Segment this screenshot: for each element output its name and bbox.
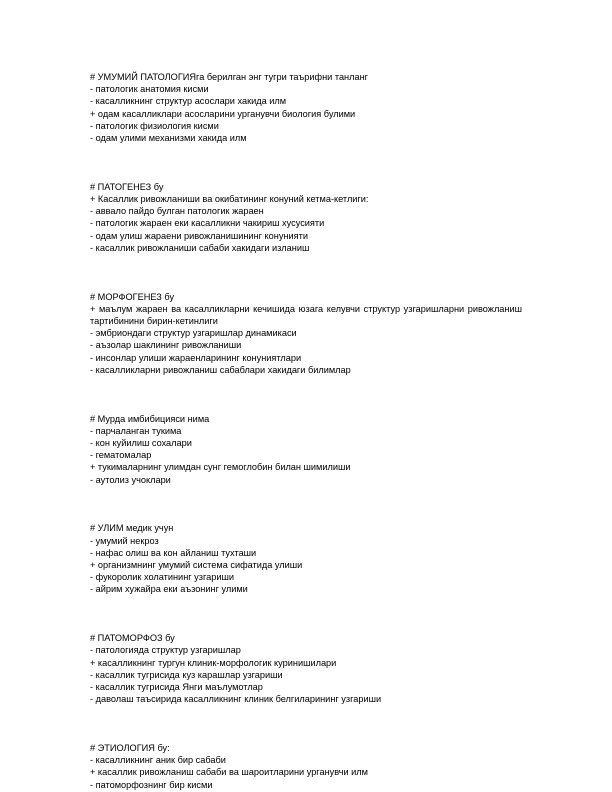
answer-option: - нафас олиш ва кон айланиш тухташи [90,547,257,558]
answer-option: - одам улиш жараени ривожланишининг конунияти [90,230,308,241]
question-title: # ПАТОМОРФОЗ бу [90,633,175,644]
question-block-3 [90,291,522,376]
answer-option: - касаллик тугрисида Янги маълумотлар [90,682,263,693]
question-title: # УМУМИЙ ПАТОЛОГИЯга берилган энг тугри таърифни танланг [90,72,369,82]
answer-option: - одам улими механизми хакида илм [90,133,247,144]
answer-option: - эмбриондаги структур узгаришлар динамикаси [90,328,297,339]
answer-option: - айрим хужайра еки аъзонинг улими [90,584,248,595]
answer-option: - патоморфознинг бир кисми [90,779,213,790]
answer-option: + тукималарнинг улимдан сунг гемоглобин билан шимилиши [90,462,351,473]
question-block-4 [90,413,522,486]
question-title: # Мурда имбибицияси нима [90,413,210,424]
answer-option: - патологик жараен еки касалликни чакириш хусусияти [90,218,325,229]
answer-option: + маълум жараен ва касалликларни кечишида юзага келувчи структур узгаришларни ривожланиш тартибинини бирин-кетинлиги [90,303,522,327]
answer-option: - фукоролик холатининг узгариши [90,572,234,583]
answer-option: - гематомалар [90,450,152,461]
document-page [90,71,522,791]
question-title: # МОРФОГЕНЕЗ бу [90,291,175,302]
answer-option: - касаллик ривожланиши сабаби хакидаги изланиш [90,242,310,253]
answer-option: - аъзолар шаклининг ривожланиши [90,340,242,351]
answer-option: - патологияда структур узгаришлар [90,645,241,656]
answer-option: + Касаллик ривожланиши ва окибатининг конуний кетма-кетлиги: [90,194,369,205]
answer-option: - кон куйилиш сохалари [90,438,192,449]
question-block-2 [90,181,522,254]
answer-option: - касалликларни ривожланиш сабаблари хакидаги билимлар [90,364,351,375]
answer-option: - парчаланган тукима [90,425,182,436]
answer-option: - инсонлар улиши жараенларининг конуниятлари [90,352,302,363]
answer-option: + касаллик ривожланиш сабаби ва шароитларини урганувчи илм [90,767,368,778]
question-title: # УЛИМ медик учун [90,523,174,534]
answer-option: - патологик анатомия кисми [90,84,209,95]
answer-option: - патологик физиология кисми [90,120,219,131]
question-title: # ПАТОГЕНЕЗ бу [90,181,164,192]
question-block-6 [90,632,522,705]
answer-option: + организмнинг умумий система сифатида улиши [90,560,303,571]
answer-option: - касаллик тугрисида куз карашлар узгариши [90,669,283,680]
answer-option: - аввало пайдо булган патологик жараен [90,206,264,217]
answer-option: - умумий некроз [90,535,159,546]
question-block-7 [90,742,522,791]
answer-option: - касалликнинг структур асослари хакида илм [90,96,287,107]
question-block-5 [90,522,522,595]
answer-option: - даволаш таъсирида касалликнинг клиник белгиларининг узгариши [90,694,382,705]
question-title: # ЭТИОЛОГИЯ бу: [90,743,170,754]
answer-option: - касалликнинг аник бир сабаби [90,755,226,766]
answer-option: + одам касалликлари асосларини урганувчи биология булими [90,108,356,119]
answer-option: + касалликнинг тургун клиник-морфологик куринишилари [90,657,337,668]
answer-option: - аутолиз учоклари [90,474,171,485]
question-block-1 [90,71,522,144]
